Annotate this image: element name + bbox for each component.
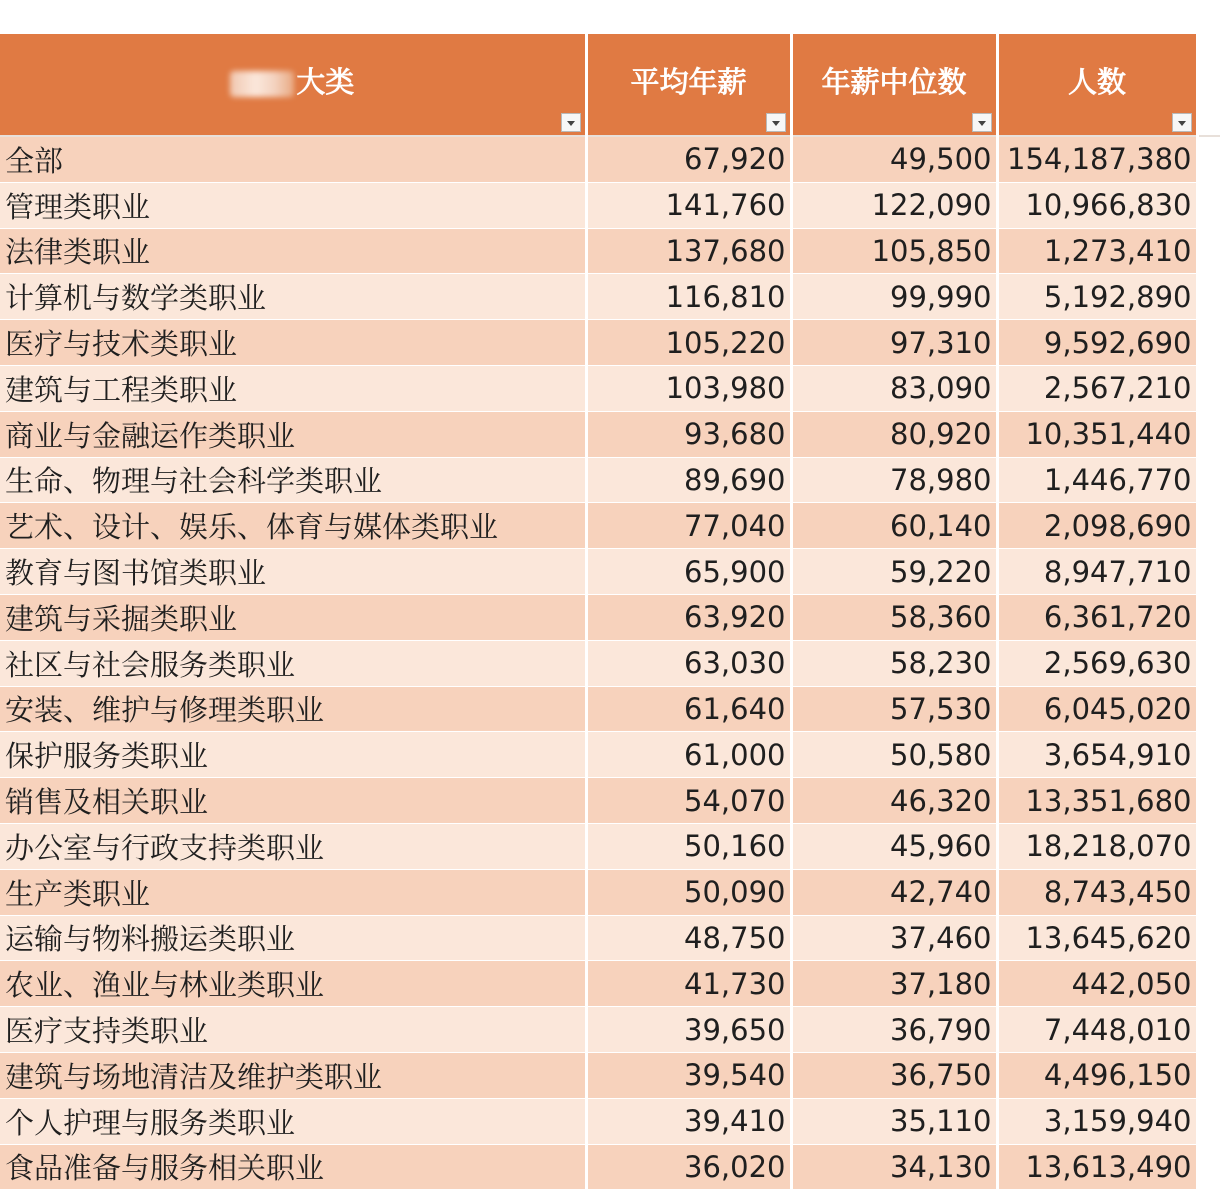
cell-avg-salary[interactable]: 41,730 — [586, 961, 791, 1007]
row-edge — [1197, 778, 1220, 824]
cell-count[interactable]: 6,361,720 — [997, 594, 1197, 640]
table-row — [0, 732, 1220, 778]
table-row — [0, 1007, 1220, 1053]
table-row — [0, 915, 1220, 961]
cell-category[interactable]: 办公室与行政支持类职业 — [0, 823, 586, 869]
row-edge — [1197, 1144, 1220, 1190]
cell-count[interactable]: 10,966,830 — [997, 182, 1197, 228]
cell-count[interactable]: 154,187,380 — [997, 136, 1197, 182]
table-row — [0, 1098, 1220, 1144]
table-row — [0, 961, 1220, 1007]
cell-median-salary[interactable]: 37,180 — [791, 961, 997, 1007]
row-edge — [1197, 594, 1220, 640]
cell-count[interactable]: 6,045,020 — [997, 686, 1197, 732]
header-edge — [1197, 34, 1220, 136]
cell-median-salary[interactable]: 78,980 — [791, 457, 997, 503]
cell-count[interactable]: 18,218,070 — [997, 823, 1197, 869]
cell-category[interactable]: 全部 — [0, 136, 586, 182]
row-edge — [1197, 320, 1220, 366]
cell-median-salary[interactable]: 122,090 — [791, 182, 997, 228]
cell-category[interactable]: 医疗支持类职业 — [0, 1007, 586, 1053]
cell-category[interactable]: 教育与图书馆类职业 — [0, 549, 586, 595]
cell-median-salary[interactable]: 105,850 — [791, 228, 997, 274]
header-row — [0, 34, 1220, 136]
cell-avg-salary[interactable]: 54,070 — [586, 778, 791, 824]
cell-median-salary[interactable]: 36,750 — [791, 1052, 997, 1098]
cell-category[interactable]: 食品准备与服务相关职业 — [0, 1144, 586, 1190]
header-avg-salary — [586, 34, 791, 136]
table-row — [0, 1052, 1220, 1098]
table-row — [0, 457, 1220, 503]
cell-avg-salary[interactable]: 39,410 — [586, 1098, 791, 1144]
table-row — [0, 823, 1220, 869]
cell-category[interactable]: 社区与社会服务类职业 — [0, 640, 586, 686]
cell-avg-salary[interactable]: 105,220 — [586, 320, 791, 366]
cell-count[interactable]: 4,496,150 — [997, 1052, 1197, 1098]
table-row — [0, 778, 1220, 824]
cell-avg-salary[interactable]: 103,980 — [586, 365, 791, 411]
cell-median-salary[interactable]: 59,220 — [791, 549, 997, 595]
cell-median-salary[interactable]: 60,140 — [791, 503, 997, 549]
cell-count[interactable]: 7,448,010 — [997, 1007, 1197, 1053]
cell-median-salary[interactable]: 49,500 — [791, 136, 997, 182]
cell-category[interactable]: 生产类职业 — [0, 869, 586, 915]
cell-avg-salary[interactable]: 39,650 — [586, 1007, 791, 1053]
table-body — [0, 136, 1220, 1190]
header-avg-salary-label: 平均年薪 — [630, 65, 747, 99]
cell-avg-salary[interactable]: 39,540 — [586, 1052, 791, 1098]
row-edge — [1197, 457, 1220, 503]
cell-median-salary[interactable]: 99,990 — [791, 274, 997, 320]
header-category-label: 大类 — [296, 65, 355, 99]
cell-median-salary[interactable]: 36,790 — [791, 1007, 997, 1053]
row-edge — [1197, 274, 1220, 320]
cell-median-salary[interactable]: 57,530 — [791, 686, 997, 732]
salary-table — [0, 34, 1220, 1190]
cell-category[interactable]: 管理类职业 — [0, 182, 586, 228]
filter-dropdown-button[interactable] — [972, 113, 992, 132]
cell-category[interactable]: 医疗与技术类职业 — [0, 320, 586, 366]
cell-avg-salary[interactable]: 50,160 — [586, 823, 791, 869]
row-edge — [1197, 411, 1220, 457]
cell-avg-salary[interactable]: 77,040 — [586, 503, 791, 549]
table-row — [0, 869, 1220, 915]
cell-category[interactable]: 保护服务类职业 — [0, 732, 586, 778]
row-edge — [1197, 732, 1220, 778]
cell-category[interactable]: 运输与物料搬运类职业 — [0, 915, 586, 961]
row-edge — [1197, 1007, 1220, 1053]
cell-median-salary[interactable]: 37,460 — [791, 915, 997, 961]
cell-category[interactable]: 法律类职业 — [0, 228, 586, 274]
cell-count[interactable]: 8,743,450 — [997, 869, 1197, 915]
cell-category[interactable]: 安装、维护与修理类职业 — [0, 686, 586, 732]
filter-dropdown-button[interactable] — [561, 113, 581, 132]
row-edge — [1197, 915, 1220, 961]
cell-category[interactable]: 建筑与场地清洁及维护类职业 — [0, 1052, 586, 1098]
row-edge — [1197, 136, 1220, 182]
cell-median-salary[interactable]: 58,230 — [791, 640, 997, 686]
cell-median-salary[interactable]: 83,090 — [791, 365, 997, 411]
cell-category[interactable]: 商业与金融运作类职业 — [0, 411, 586, 457]
row-edge — [1197, 961, 1220, 1007]
cell-median-salary[interactable]: 58,360 — [791, 594, 997, 640]
cell-category[interactable]: 艺术、设计、娱乐、体育与媒体类职业 — [0, 503, 586, 549]
cell-category[interactable]: 农业、渔业与林业类职业 — [0, 961, 586, 1007]
cell-category[interactable]: 建筑与工程类职业 — [0, 365, 586, 411]
table-row — [0, 1144, 1220, 1190]
row-edge — [1197, 1098, 1220, 1144]
cell-avg-salary[interactable]: 61,000 — [586, 732, 791, 778]
cell-median-salary[interactable]: 34,130 — [791, 1144, 997, 1190]
cell-avg-salary[interactable]: 67,920 — [586, 136, 791, 182]
cell-median-salary[interactable]: 50,580 — [791, 732, 997, 778]
cell-avg-salary[interactable]: 48,750 — [586, 915, 791, 961]
cell-count[interactable]: 13,351,680 — [997, 778, 1197, 824]
table-row — [0, 594, 1220, 640]
cell-avg-salary[interactable]: 93,680 — [586, 411, 791, 457]
table-row — [0, 182, 1220, 228]
cell-median-salary[interactable]: 97,310 — [791, 320, 997, 366]
blurred-text — [230, 71, 294, 97]
header-count-label: 人数 — [1067, 65, 1126, 99]
cell-category[interactable]: 建筑与采掘类职业 — [0, 594, 586, 640]
cell-count[interactable]: 8,947,710 — [997, 549, 1197, 595]
table-row — [0, 365, 1220, 411]
header-category-label-wrap — [0, 60, 585, 101]
cell-category[interactable]: 生命、物理与社会科学类职业 — [0, 457, 586, 503]
table-row — [0, 549, 1220, 595]
cell-count[interactable]: 5,192,890 — [997, 274, 1197, 320]
cell-count[interactable]: 442,050 — [997, 961, 1197, 1007]
filter-dropdown-button[interactable] — [766, 113, 786, 132]
row-edge — [1197, 823, 1220, 869]
table-row — [0, 228, 1220, 274]
filter-dropdown-button[interactable] — [1172, 113, 1192, 132]
cell-count[interactable]: 2,098,690 — [997, 503, 1197, 549]
table-row — [0, 503, 1220, 549]
cell-avg-salary[interactable]: 36,020 — [586, 1144, 791, 1190]
row-edge — [1197, 640, 1220, 686]
cell-median-salary[interactable]: 46,320 — [791, 778, 997, 824]
cell-median-salary[interactable]: 42,740 — [791, 869, 997, 915]
row-edge — [1197, 228, 1220, 274]
table-row — [0, 320, 1220, 366]
cell-count[interactable]: 10,351,440 — [997, 411, 1197, 457]
cell-median-salary[interactable]: 45,960 — [791, 823, 997, 869]
table-row — [0, 274, 1220, 320]
cell-count[interactable]: 3,654,910 — [997, 732, 1197, 778]
spreadsheet-area — [0, 34, 1220, 1186]
cell-avg-salary[interactable]: 137,680 — [586, 228, 791, 274]
cell-count[interactable]: 13,613,490 — [997, 1144, 1197, 1190]
row-edge — [1197, 869, 1220, 915]
header-median-salary-label: 年薪中位数 — [821, 65, 967, 99]
cell-avg-salary[interactable]: 63,920 — [586, 594, 791, 640]
cell-avg-salary[interactable]: 61,640 — [586, 686, 791, 732]
header-count — [997, 34, 1197, 136]
cell-count[interactable]: 2,569,630 — [997, 640, 1197, 686]
cell-avg-salary[interactable]: 89,690 — [586, 457, 791, 503]
cell-category[interactable]: 销售及相关职业 — [0, 778, 586, 824]
cell-median-salary[interactable]: 80,920 — [791, 411, 997, 457]
row-edge — [1197, 1052, 1220, 1098]
table-row — [0, 411, 1220, 457]
cell-category[interactable]: 计算机与数学类职业 — [0, 274, 586, 320]
cell-avg-salary[interactable]: 141,760 — [586, 182, 791, 228]
cell-count[interactable]: 9,592,690 — [997, 320, 1197, 366]
table-row — [0, 640, 1220, 686]
cell-category[interactable]: 个人护理与服务类职业 — [0, 1098, 586, 1144]
cell-count[interactable]: 2,567,210 — [997, 365, 1197, 411]
row-edge — [1197, 686, 1220, 732]
table-row — [0, 686, 1220, 732]
cell-count[interactable]: 13,645,620 — [997, 915, 1197, 961]
row-edge — [1197, 549, 1220, 595]
cell-avg-salary[interactable]: 63,030 — [586, 640, 791, 686]
cell-count[interactable]: 1,446,770 — [997, 457, 1197, 503]
table-row — [0, 136, 1220, 182]
cell-median-salary[interactable]: 35,110 — [791, 1098, 997, 1144]
header-category — [0, 34, 586, 136]
cell-avg-salary[interactable]: 116,810 — [586, 274, 791, 320]
cell-avg-salary[interactable]: 50,090 — [586, 869, 791, 915]
row-edge — [1197, 503, 1220, 549]
row-edge — [1197, 182, 1220, 228]
cell-avg-salary[interactable]: 65,900 — [586, 549, 791, 595]
row-edge — [1197, 365, 1220, 411]
cell-count[interactable]: 3,159,940 — [997, 1098, 1197, 1144]
cell-count[interactable]: 1,273,410 — [997, 228, 1197, 274]
header-median-salary — [791, 34, 997, 136]
